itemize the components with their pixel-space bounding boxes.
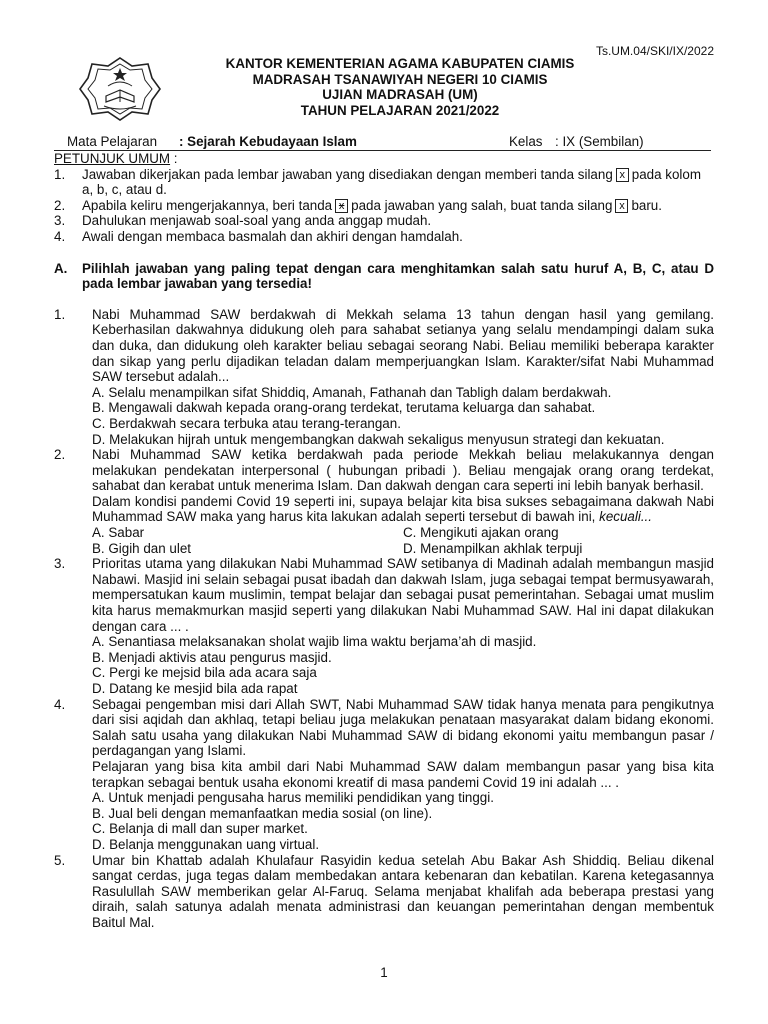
option-a: A. Senantiasa melaksanakan sholat wajib lima waktu berjama’ah di masjid. — [92, 634, 537, 650]
header-year: TAHUN PELAJARAN 2021/2022 — [300, 102, 500, 118]
question-4: 4. Sebagai pengemban misi dari Allah SWT, Nabi Muhammad SAW tidak hanya menata para pengikutnya dari sisi aqidah dan akhlaq, tetapi beliau juga melakukan penataan masyarakat dalam bidang ekonomi. Salah satu usaha yang dilakukan Nabi Muhammad SAW di bidang ekonomi yaitu membangun pasar / perdagangan yang Islami. Pelajaran yang bisa kita ambil dari Nabi Muhammad SAW dalam membangun pasar yang bisa kita terapkan sebagai bentuk usaha ekonomi kreatif di masa pandemi Covid 19 ini adalah ... . A. Untuk menjadi pengusaha harus memiliki pendidikan yang tinggi. B. Jual beli dengan memanfaatkan media sosial (on line). C. Belanja di mall dan super market. D. Belanja menggunakan uang virtual. — [54, 696, 714, 852]
subject-row — [54, 134, 711, 151]
exam-content — [54, 151, 714, 931]
kemenag-logo-icon — [78, 56, 162, 122]
question-text: Prioritas utama yang dilakukan Nabi Muhammad SAW setibanya di Madinah adalah membangun masjid Nabawi. Masjid ini selain sebagai pusat ibadah dan dakwah Islam, juga sebagai tempat bermusyawarah, mempersatukan kaum muslimin, tempat belajar dan sebagai pusat pemerintahan. Sebagai umat muslim kita harus memakmurkan masjid seperti yang dilakukan Nabi Muhammad SAW. Hal ini dapat dilakukan dengan cara ... . — [92, 556, 714, 634]
option-b: B. Mengawali dakwah kepada orang-orang terdekat, terutama keluarga dan sahabat. — [92, 400, 596, 416]
question-text-2: Pelajaran yang bisa kita ambil dari Nabi Muhammad SAW dalam membangun pasar yang bisa kita terapkan sebagai bentuk usaha ekonomi kreatif di masa pandemi Covid 19 ini adalah ... . — [92, 758, 714, 790]
subject-label: Mata Pelajaran — [67, 134, 158, 149]
instruction-2: 2. Apabila keliru mengerjakannya, beri tanda x pada jawaban yang salah, buat tanda silang x baru. — [54, 197, 662, 213]
header-office: KANTOR KEMENTERIAN AGAMA KABUPATEN CIAMIS — [225, 56, 575, 71]
question-3: 3. Prioritas utama yang dilakukan Nabi Muhammad SAW setibanya di Madinah adalah membangun masjid Nabawi. Masjid ini selain sebagai pusat ibadah dan dakwah Islam, juga sebagai tempat bermusyawarah, mempersatukan kaum muslimin, tempat belajar dan sebagai pusat pemerintahan. Sebagai umat muslim kita harus memakmurkan masjid seperti yang dilakukan Nabi Muhammad SAW. Hal ini dapat dilakukan dengan cara ... . A. Senantiasa melaksanakan sholat wajib lima waktu berjama’ah di masjid. B. Menjadi aktivis atau pengurus masjid. C. Pergi ke mejsid bila ada acara saja D. Datang ke mesjid bila ada rapat — [54, 556, 714, 696]
option-c: C. Mengikuti ajakan orang — [403, 525, 559, 541]
header-exam: UJIAN MADRASAH (UM) — [322, 87, 478, 102]
option-b: B. Gigih dan ulet — [92, 540, 192, 556]
class-label: Kelas — [509, 134, 543, 149]
option-a: A. Selalu menampilkan sifat Shiddiq, Amanah, Fathanah dan Tabligh dalam berdakwah. — [92, 384, 612, 400]
option-d: D. Datang ke mesjid bila ada rapat — [92, 681, 298, 696]
question-text: Nabi Muhammad SAW ketika berdakwah pada periode Mekkah beliau melakukannya dengan melakukan pendekatan interpersonal ( hubungan pribadi ). Beliau mengajak orang orang terdekat, sahabat dan kerabat untuk menerima Islam. Dan dakwah dengan cara seperti ini lebih banyak berhasil. — [92, 447, 714, 494]
option-c: C. Pergi ke mejsid bila ada acara saja — [92, 665, 317, 681]
section-a-heading: A. Pilihlah jawaban yang paling tepat dengan cara menghitamkan salah satu huruf A, B, C, atau D pada lembar jawaban yang tersedia! — [54, 260, 714, 292]
option-d: D. Melakukan hijrah untuk mengembangkan dakwah sekaligus menyusun strategi dan kekuatan. — [92, 431, 665, 447]
option-b: B. Menjadi aktivis atau pengurus masjid. — [92, 649, 332, 665]
cross-mark-box: x — [616, 168, 629, 182]
option-c: C. Belanja di mall dan super market. — [92, 821, 308, 837]
option-b: B. Jual beli dengan memanfaatkan media sosial (on line). — [92, 805, 433, 821]
page-number: 1 — [380, 965, 388, 980]
option-d: D. Menampilkan akhlak terpuji — [403, 540, 583, 556]
school-header — [170, 56, 630, 118]
option-a: A. Untuk menjadi pengusaha harus memiliki pendidikan yang tinggi. — [92, 790, 494, 806]
option-a: A. Sabar — [92, 525, 145, 541]
question-1: 1. Nabi Muhammad SAW berdakwah di Mekkah selama 13 tahun dengan hasil yang gemilang. Keberhasilan dakwahnya didukung oleh para sahabat setianya yang selalu mendampingi dalam suka dan duka, dan didukung oleh karakter beliau sebagai seorang Nabi. Beliau memiliki beberapa karakter dan sikap yang perlu dijadikan teladan dalam memperjuangkan Islam. Karakter/sifat Nabi Muhammad SAW tersebut adalah... A. Selalu menampilkan sifat Shiddiq, Amanah, Fathanah dan Tabligh dalam berdakwah. B. Mengawali dakwah kepada orang-orang terdekat, terutama keluarga dan sahabat. C. Berdakwah secara terbuka atau terang-terangan. D. Melakukan hijrah untuk mengembangkan dakwah sekaligus menyusun strategi dan kekuatan. — [54, 306, 714, 447]
class-value: : IX (Sembilan) — [555, 134, 644, 149]
question-5: 5. Umar bin Khattab adalah Khulafaur Rasyidin kedua setelah Abu Bakar Ash Shiddiq. Beliau dikenal sangat cerdas, juga tegas dalam membedakan antara kebenaran dan kebatilan. Karena ketegasannya Rasulullah SAW memberikan gelar Al-Faruq. Selama menjabat khalifah ada beberapa prestasi yang diraih, salah satunya adalah menata administrasi dan keuangan pemerintahan dengan membentuk Baitul Mal. — [54, 852, 714, 930]
question-text: Nabi Muhammad SAW berdakwah di Mekkah selama 13 tahun dengan hasil yang gemilang. Keberhasilan dakwahnya didukung oleh para sahabat setianya yang selalu mendampingi dalam suka dan duka, dan didukung oleh karakter beliau sebagai seorang Nabi. Beliau memiliki beberapa karakter dan sikap yang perlu dijadikan teladan dalam memperjuangkan Islam. Karakter/sifat Nabi Muhammad SAW tersebut adalah... — [92, 306, 714, 385]
instructions-title: PETUNJUK UMUM : — [54, 151, 178, 166]
header-school: MADRASAH TSANAWIYAH NEGERI 10 CIAMIS — [252, 71, 548, 87]
instruction-4: 4. Awali dengan membaca basmalah dan akhiri dengan hamdalah. — [54, 228, 463, 244]
option-c: C. Berdakwah secara terbuka atau terang-terangan. — [92, 415, 401, 431]
cross-mark-box: x — [615, 199, 628, 213]
question-text: Umar bin Khattab adalah Khulafaur Rasyidin kedua setelah Abu Bakar Ash Shiddiq. Beliau dikenal sangat cerdas, juga tegas dalam membedakan antara kebenaran dan kebatilan. Karena ketegasannya Rasulullah SAW memberikan gelar Al-Faruq. Selama menjabat khalifah ada beberapa prestasi yang diraih, salah satunya adalah menata administrasi dan keuangan pemerintahan dengan membentuk Baitul Mal. — [92, 852, 714, 930]
question-text-2: Dalam kondisi pandemi Covid 19 seperti ini, supaya belajar kita bisa sukses sebagaimana dakwah Nabi Muhammad SAW maka yang harus kita lakukan adalah seperti tersebut di bawah ini, kecuali... — [92, 493, 714, 525]
instruction-1: 1. Jawaban dikerjakan pada lembar jawaban yang disediakan dengan memberi tanda silang x pada kolom a, b, c, atau d. — [54, 166, 702, 198]
option-d: D. Belanja menggunakan uang virtual. — [92, 836, 320, 852]
instruction-3: 3. Dahulukan menjawab soal-soal yang anda anggap mudah. — [54, 213, 432, 229]
subject-value: : Sejarah Kebudayaan Islam — [179, 134, 357, 149]
question-text: Sebagai pengemban misi dari Allah SWT, Nabi Muhammad SAW tidak hanya menata para pengikutnya dari sisi aqidah dan akhlaq, tetapi beliau juga melakukan penataan masyarakat dalam bidang ekonomi. Salah satu usaha yang dilakukan Nabi Muhammad SAW di bidang ekonomi yaitu membangun pasar / perdagangan yang Islami. — [92, 696, 714, 759]
document-code: Ts.UM.04/SKI/IX/2022 — [595, 44, 714, 58]
question-2: 2. Nabi Muhammad SAW ketika berdakwah pada periode Mekkah beliau melakukannya dengan melakukan pendekatan interpersonal ( hubungan pribadi ). Beliau mengajak orang orang terdekat, sahabat dan kerabat untuk menerima Islam. Dan dakwah dengan cara seperti ini lebih banyak berhasil. Dalam kondisi pandemi Covid 19 seperti ini, supaya belajar kita bisa sukses sebagaimana dakwah Nabi Muhammad SAW maka yang harus kita lakukan adalah seperti tersebut di bawah ini, kecuali... A. Sabar C. Mengikuti ajakan orang B. Gigih dan ulet D. Menampilkan akhlak terpuji — [54, 447, 714, 556]
cancel-mark-box: x — [335, 199, 348, 213]
